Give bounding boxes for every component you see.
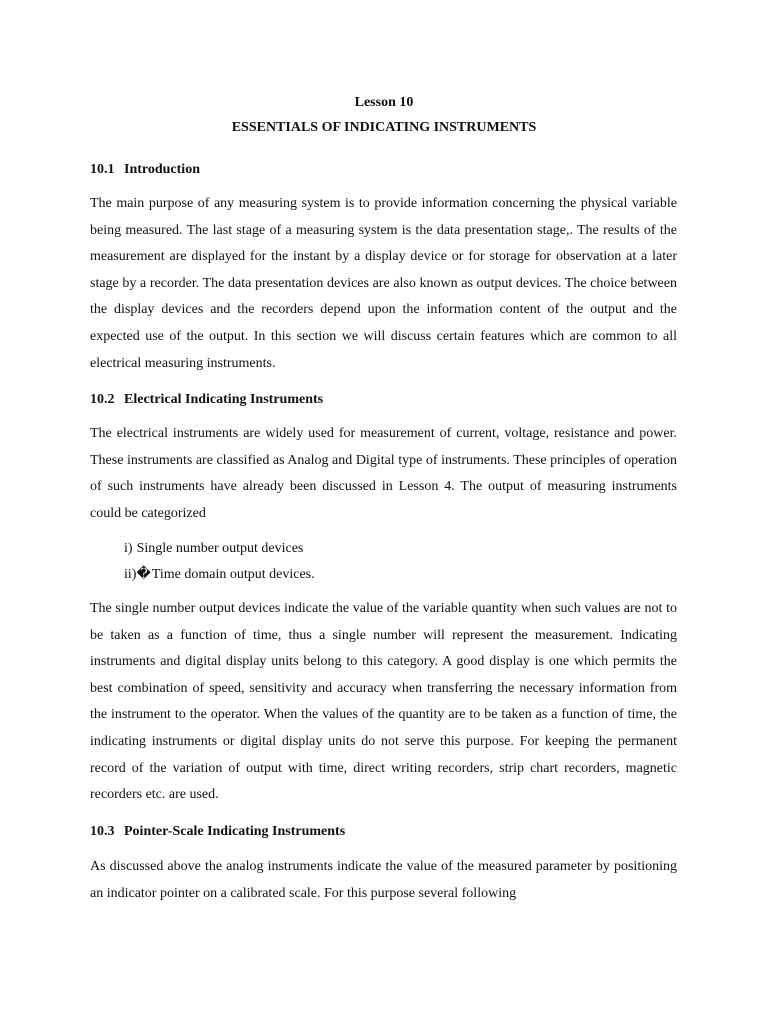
section-heading-10-2: [90, 390, 323, 410]
list-marker: i): [124, 541, 133, 556]
list-item: [124, 562, 315, 588]
output-devices-list: [124, 536, 315, 588]
section-number: 10.1: [90, 162, 115, 177]
lesson-title: ESSENTIALS OF INDICATING INSTRUMENTS: [231, 120, 537, 135]
single-number-output-paragraph: The single number output devices indicate the value of the variable quantity when such values are not to be taken as a function of time, thus a single number will represent the measurement. Indicating instruments and digital display units belong to this category. A good display is one which permits the best combination of speed, sensitivity and accuracy when transferring the necessary information from the instrument to the operator. When the values of the quantity are to be taken as a function of time, the indicating instruments or digital display units do not serve this purpose. For keeping the permanent record of the variation of output with time, direct writing recorders, strip chart recorders, magnetic recorders etc. are used.: [90, 601, 677, 803]
list-item: [124, 536, 315, 562]
section-title: Introduction: [124, 162, 200, 177]
section-title: Pointer-Scale Indicating Instruments: [124, 824, 346, 839]
lesson-number: Lesson 10: [354, 95, 414, 110]
section-number: 10.3: [90, 824, 115, 839]
list-item-text: Time domain output devices.: [151, 567, 315, 582]
list-marker: ii)�: [124, 567, 151, 582]
section-heading-10-1: [90, 160, 200, 180]
electrical-instruments-paragraph: The electrical instruments are widely used for measurement of current, voltage, resistance and power. These instruments are classified as Analog and Digital type of instruments. These principles of operation of such instruments have already been discussed in Lesson 4. The output of measuring instruments could be categorized: [90, 426, 677, 521]
section-heading-10-3: [90, 822, 345, 842]
list-item-text: Single number output devices: [136, 541, 304, 556]
intro-paragraph: The main purpose of any measuring system is to provide information concerning the physical variable being measured. The last stage of a measuring system is the data presentation stage,. The results of the measurement are displayed for the instant by a display device or for storage for observation at a later stage by a recorder. The data presentation devices are also known as output devices. The choice between the display devices and the recorders depend upon the information content of the output and the expected use of the output. In this section we will discuss certain features which are common to all electrical measuring instruments.: [90, 196, 677, 371]
section-number: 10.2: [90, 392, 115, 407]
pointer-scale-paragraph: As discussed above the analog instruments indicate the value of the measured parameter by positioning an indicator pointer on a calibrated scale. For this purpose several following: [90, 859, 677, 901]
section-title: Electrical Indicating Instruments: [124, 392, 324, 407]
